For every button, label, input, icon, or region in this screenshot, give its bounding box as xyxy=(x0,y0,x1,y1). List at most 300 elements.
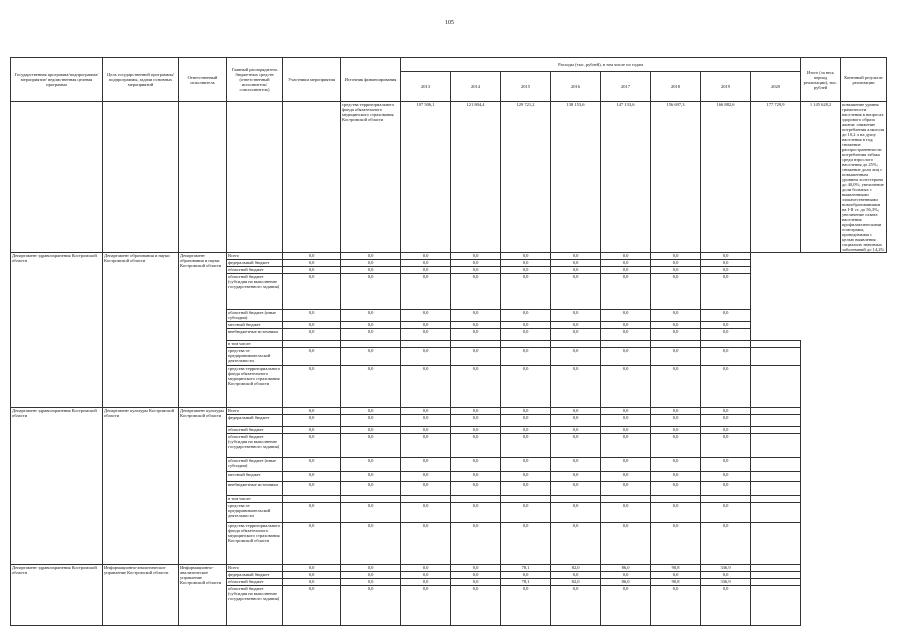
value-cell: 0,0 xyxy=(601,472,651,482)
value-cell: 0,0 xyxy=(341,523,401,565)
value-cell: 0,0 xyxy=(551,523,601,565)
source-cell: федеральный бюджет xyxy=(227,415,283,427)
value-cell: 0,0 xyxy=(501,322,551,329)
value-cell: 0,0 xyxy=(401,523,451,565)
value-cell xyxy=(283,341,341,348)
value-cell: 0,0 xyxy=(501,415,551,427)
value-cell: 0,0 xyxy=(601,427,651,434)
value-cell: 0,0 xyxy=(451,267,501,274)
value-cell: 0,0 xyxy=(451,322,501,329)
value-cell: 0,0 xyxy=(651,408,701,415)
table-row xyxy=(11,565,887,572)
value-cell: 0,0 xyxy=(451,348,501,366)
result-empty-cell xyxy=(751,503,801,523)
value-cell: 0,0 xyxy=(501,434,551,458)
header-year: 2019 xyxy=(701,72,751,102)
source-cell: федеральный бюджет xyxy=(227,572,283,579)
source-cell: средства территориального фонда обязательного медицинского страхования Костромской области xyxy=(227,366,283,408)
total-cell: 0,0 xyxy=(701,415,751,427)
value-cell xyxy=(501,341,551,348)
value-cell xyxy=(341,341,401,348)
manager-cell: Департамент образования и науки Костромской области xyxy=(103,253,179,408)
value-cell: 0,0 xyxy=(341,586,401,626)
value-cell: 90,8 xyxy=(651,579,701,586)
value-cell: 0,0 xyxy=(501,274,551,310)
value-cell: 0,0 xyxy=(401,415,451,427)
result-empty-cell xyxy=(751,427,801,434)
header-responsible: Ответственный исполнитель xyxy=(179,58,227,102)
value-cell: 0,0 xyxy=(551,253,601,260)
result-empty-cell xyxy=(751,415,801,427)
source-cell: областной бюджет (субсидия на выполнение государственного задания) xyxy=(227,434,283,458)
header-year: 2015 xyxy=(501,72,551,102)
result-empty-cell xyxy=(751,586,801,626)
source-cell: в том числе: xyxy=(227,496,283,503)
value-cell: 0,0 xyxy=(451,310,501,322)
value-cell: 0,0 xyxy=(601,366,651,408)
value-cell: 0,0 xyxy=(341,267,401,274)
value-cell: 0,0 xyxy=(551,408,601,415)
total-cell xyxy=(701,341,751,348)
total-cell: 0,0 xyxy=(701,472,751,482)
source-cell: областной бюджет xyxy=(227,267,283,274)
table-row xyxy=(11,253,887,260)
value-cell: 0,0 xyxy=(601,586,651,626)
header-main-manager: Главный распорядитель бюджетных средств (ответственный исполнитель/ соисполнитель) xyxy=(227,58,283,102)
value-cell: 0,0 xyxy=(401,572,451,579)
value-cell: 0,0 xyxy=(283,472,341,482)
value-cell: 0,0 xyxy=(601,523,651,565)
total-cell: 0,0 xyxy=(701,260,751,267)
value-cell xyxy=(651,496,701,503)
value-cell: 0,0 xyxy=(401,586,451,626)
value-cell xyxy=(601,341,651,348)
value-cell: 0,0 xyxy=(341,572,401,579)
value-cell: 0,0 xyxy=(401,434,451,458)
total-cell: 0,0 xyxy=(701,366,751,408)
total-cell: 0,0 xyxy=(701,434,751,458)
value-cell: 0,0 xyxy=(283,572,341,579)
value-cell: 177 729,9 xyxy=(751,102,801,253)
table-row xyxy=(11,408,887,415)
result-empty-cell xyxy=(751,434,801,458)
value-cell: 0,0 xyxy=(501,572,551,579)
value-cell: 0,0 xyxy=(501,586,551,626)
value-cell: 0,0 xyxy=(341,434,401,458)
header-year: 2016 xyxy=(551,72,601,102)
value-cell: 78,1 xyxy=(501,565,551,572)
value-cell: 0,0 xyxy=(401,310,451,322)
manager-cell: Департамент культуры Костромской области xyxy=(103,408,179,565)
value-cell: 0,0 xyxy=(341,482,401,496)
value-cell: 0,0 xyxy=(341,329,401,341)
value-cell: 0,0 xyxy=(551,458,601,472)
participant-cell: Департамент образования и науки Костромской области xyxy=(179,253,227,408)
responsible-cell: Департамент здравоохранения Костромской области xyxy=(11,565,103,626)
responsible-cell: Департамент здравоохранения Костромской области xyxy=(11,408,103,565)
value-cell: 0,0 xyxy=(651,366,701,408)
value-cell: 0,0 xyxy=(341,458,401,472)
value-cell: 0,0 xyxy=(283,348,341,366)
value-cell xyxy=(651,341,701,348)
value-cell xyxy=(601,496,651,503)
total-cell: 0,0 xyxy=(701,329,751,341)
value-cell: 0,0 xyxy=(551,434,601,458)
value-cell: 0,0 xyxy=(283,322,341,329)
value-cell: 0,0 xyxy=(651,427,701,434)
result-empty-cell xyxy=(751,572,801,579)
total-cell: 0,0 xyxy=(701,274,751,310)
value-cell: 0,0 xyxy=(341,322,401,329)
value-cell: 0,0 xyxy=(501,267,551,274)
source-cell: внебюджетные источники xyxy=(227,329,283,341)
total-cell: 0,0 xyxy=(701,348,751,366)
value-cell xyxy=(501,496,551,503)
value-cell: 0,0 xyxy=(283,260,341,267)
value-cell: 0,0 xyxy=(341,260,401,267)
participant-cell: Департамент культуры Костромской области xyxy=(179,408,227,565)
source-cell: Всего xyxy=(227,253,283,260)
header-year: 2017 xyxy=(601,72,651,102)
source-cell: областной бюджет (иные субсидии) xyxy=(227,310,283,322)
value-cell: 0,0 xyxy=(401,408,451,415)
source-cell: средства от предпринимательской деятельности xyxy=(227,348,283,366)
value-cell: 0,0 xyxy=(601,482,651,496)
value-cell: 0,0 xyxy=(601,310,651,322)
value-cell: 0,0 xyxy=(501,348,551,366)
total-cell: 0,0 xyxy=(701,523,751,565)
value-cell: 0,0 xyxy=(283,503,341,523)
value-cell: 0,0 xyxy=(283,408,341,415)
value-cell: 0,0 xyxy=(341,348,401,366)
value-cell xyxy=(451,341,501,348)
value-cell: 0,0 xyxy=(651,415,701,427)
value-cell: 0,0 xyxy=(401,329,451,341)
value-cell: 0,0 xyxy=(283,434,341,458)
result-empty-cell xyxy=(751,366,801,408)
value-cell: 0,0 xyxy=(501,482,551,496)
value-cell: 0,0 xyxy=(451,260,501,267)
total-cell: 0,0 xyxy=(701,267,751,274)
value-cell: 0,0 xyxy=(501,366,551,408)
value-cell: 0,0 xyxy=(401,482,451,496)
value-cell: 0,0 xyxy=(401,472,451,482)
value-cell: 0,0 xyxy=(283,329,341,341)
value-cell: 0,0 xyxy=(601,415,651,427)
value-cell: 0,0 xyxy=(601,434,651,458)
program-cell xyxy=(11,102,103,253)
value-cell: 0,0 xyxy=(341,579,401,586)
value-cell: 0,0 xyxy=(451,472,501,482)
total-cell: 0,0 xyxy=(701,408,751,415)
value-cell: 0,0 xyxy=(601,329,651,341)
total-cell: 0,0 xyxy=(701,253,751,260)
source-cell: областной бюджет (субсидия на выполнение государственного задания) xyxy=(227,586,283,626)
value-cell: 0,0 xyxy=(551,472,601,482)
value-cell: 0,0 xyxy=(651,348,701,366)
value-cell: 0,0 xyxy=(283,366,341,408)
value-cell: 0,0 xyxy=(451,523,501,565)
header-result: Конечный результат реализации xyxy=(841,58,887,102)
value-cell xyxy=(283,496,341,503)
source-cell: Всего xyxy=(227,565,283,572)
value-cell: 0,0 xyxy=(651,253,701,260)
value-cell: 0,0 xyxy=(283,274,341,310)
value-cell: 0,0 xyxy=(601,458,651,472)
source-cell: федеральный бюджет xyxy=(227,260,283,267)
value-cell: 0,0 xyxy=(341,472,401,482)
result-empty-cell xyxy=(751,496,801,503)
header-year: 2013 xyxy=(401,72,451,102)
value-cell: 0,0 xyxy=(651,310,701,322)
value-cell: 0,0 xyxy=(451,408,501,415)
value-cell: 0,0 xyxy=(651,572,701,579)
total-cell: 0,0 xyxy=(701,586,751,626)
value-cell: 0,0 xyxy=(341,408,401,415)
value-cell: 0,0 xyxy=(341,366,401,408)
source-cell: областной бюджет xyxy=(227,427,283,434)
source-cell: областной бюджет (субсидия на выполнение государственного задания) xyxy=(227,274,283,310)
source-cell: Всего xyxy=(227,408,283,415)
header-source: Источник финансирования xyxy=(341,58,401,102)
value-cell: 0,0 xyxy=(283,427,341,434)
header-expenses: Расходы (тыс. рублей), в том числе по годам xyxy=(401,58,801,72)
manager-cell xyxy=(227,102,283,253)
value-cell: 0,0 xyxy=(501,310,551,322)
value-cell: 78,1 xyxy=(501,579,551,586)
value-cell: 0,0 xyxy=(551,348,601,366)
value-cell: 0,0 xyxy=(501,523,551,565)
value-cell: 0,0 xyxy=(601,260,651,267)
result-empty-cell xyxy=(751,458,801,472)
value-cell: 0,0 xyxy=(451,415,501,427)
value-cell: 0,0 xyxy=(283,310,341,322)
value-cell: 0,0 xyxy=(601,348,651,366)
value-cell: 0,0 xyxy=(601,267,651,274)
value-cell: 0,0 xyxy=(283,267,341,274)
value-cell: 0,0 xyxy=(551,260,601,267)
value-cell: 0,0 xyxy=(651,274,701,310)
result-empty-cell xyxy=(751,341,801,348)
page-number: 105 xyxy=(445,20,454,26)
result-empty-cell xyxy=(751,482,801,496)
value-cell: 0,0 xyxy=(601,322,651,329)
total-cell: 0,0 xyxy=(701,310,751,322)
value-cell: 0,0 xyxy=(651,322,701,329)
value-cell: 0,0 xyxy=(551,322,601,329)
value-cell: 0,0 xyxy=(341,415,401,427)
value-cell: 82,0 xyxy=(551,565,601,572)
result-empty-cell xyxy=(751,348,801,366)
value-cell: 0,0 xyxy=(551,586,601,626)
header-participants: Участники мероприятия xyxy=(283,58,341,102)
value-cell xyxy=(451,496,501,503)
value-cell: 0,0 xyxy=(551,427,601,434)
value-cell: 156 697,3 xyxy=(651,102,701,253)
value-cell: 0,0 xyxy=(451,579,501,586)
header-year: 2020 xyxy=(751,72,801,102)
total-cell: 0,0 xyxy=(701,427,751,434)
total-cell: 0,0 xyxy=(701,503,751,523)
source-cell: средства территориального фонда обязательного медицинского страхования Костромской области xyxy=(341,102,401,253)
value-cell: 0,0 xyxy=(341,427,401,434)
header-total: Итого (за весь период реализации), тыс. рублей xyxy=(801,58,841,102)
value-cell: 0,0 xyxy=(451,427,501,434)
value-cell: 0,0 xyxy=(283,579,341,586)
table-row xyxy=(11,102,887,253)
source-cell: местный бюджет xyxy=(227,472,283,482)
value-cell: 86,0 xyxy=(601,579,651,586)
value-cell: 0,0 xyxy=(283,458,341,472)
value-cell: 0,0 xyxy=(651,329,701,341)
result-empty-cell xyxy=(751,565,801,572)
value-cell: 0,0 xyxy=(451,482,501,496)
source-cell: внебюджетные источники xyxy=(227,482,283,496)
value-cell: 0,0 xyxy=(401,253,451,260)
value-cell: 90,8 xyxy=(651,565,701,572)
value-cell: 0,0 xyxy=(341,253,401,260)
source-cell: областной бюджет xyxy=(227,579,283,586)
total-cell: 0,0 xyxy=(701,322,751,329)
value-cell: 0,0 xyxy=(651,458,701,472)
value-cell: 0,0 xyxy=(451,274,501,310)
result-empty-cell xyxy=(751,408,801,415)
source-cell: в том числе: xyxy=(227,341,283,348)
value-cell: 0,0 xyxy=(341,310,401,322)
value-cell: 0,0 xyxy=(601,408,651,415)
value-cell: 0,0 xyxy=(551,572,601,579)
total-cell: 0,0 xyxy=(701,572,751,579)
result-cell: повышение уровня грамотности населения в вопросах здорового образа жизни: снижение потребления алкоголя до 10,2 л на душу населения в год; снижение распространенности потребления табака среди взрослого населения до 25%; снижение доли лиц с повышенным уровнем холестерина до 40,0%; увеличение доли больных с выявленными злокачественными новообразованиями на I-II ст. до 56,3%; увеличение охвата населения профилактическими осмотрами, проводимыми с целью выявления социально значимых заболеваний до 14,2% xyxy=(841,102,887,253)
value-cell: 0,0 xyxy=(651,503,701,523)
financing-table xyxy=(10,57,887,626)
header-year: 2014 xyxy=(451,72,501,102)
value-cell: 129 721,2 xyxy=(501,102,551,253)
value-cell: 0,0 xyxy=(551,274,601,310)
result-empty-cell xyxy=(751,523,801,565)
value-cell: 0,0 xyxy=(401,579,451,586)
value-cell: 0,0 xyxy=(401,274,451,310)
value-cell xyxy=(401,341,451,348)
total-cell: 0,0 xyxy=(701,482,751,496)
value-cell xyxy=(401,496,451,503)
value-cell: 121 804,4 xyxy=(451,102,501,253)
value-cell: 0,0 xyxy=(651,523,701,565)
responsible-cell: Департамент здравоохранения Костромской области xyxy=(11,253,103,408)
value-cell: 0,0 xyxy=(401,458,451,472)
value-cell: 0,0 xyxy=(551,415,601,427)
participant-cell xyxy=(283,102,341,253)
value-cell: 0,0 xyxy=(451,253,501,260)
source-cell: местный бюджет xyxy=(227,322,283,329)
header-year: 2018 xyxy=(651,72,701,102)
value-cell: 0,0 xyxy=(501,260,551,267)
value-cell: 0,0 xyxy=(551,267,601,274)
goal-cell xyxy=(103,102,179,253)
value-cell: 0,0 xyxy=(651,482,701,496)
value-cell: 0,0 xyxy=(401,427,451,434)
value-cell: 0,0 xyxy=(283,565,341,572)
participant-cell: Информационно-аналитическое управление Костромской области xyxy=(179,565,227,626)
value-cell: 82,0 xyxy=(551,579,601,586)
value-cell: 0,0 xyxy=(341,274,401,310)
value-cell: 0,0 xyxy=(651,260,701,267)
total-cell: 0,0 xyxy=(701,458,751,472)
value-cell: 0,0 xyxy=(501,408,551,415)
value-cell: 0,0 xyxy=(551,329,601,341)
value-cell: 107 506,1 xyxy=(401,102,451,253)
value-cell: 166 882,6 xyxy=(701,102,751,253)
value-cell xyxy=(551,341,601,348)
result-empty-cell xyxy=(751,579,801,586)
value-cell: 0,0 xyxy=(501,458,551,472)
value-cell: 0,0 xyxy=(501,427,551,434)
value-cell: 0,0 xyxy=(601,274,651,310)
value-cell: 147 133,6 xyxy=(601,102,651,253)
result-empty-cell xyxy=(751,472,801,482)
value-cell: 0,0 xyxy=(551,503,601,523)
value-cell: 0,0 xyxy=(451,366,501,408)
value-cell: 0,0 xyxy=(551,366,601,408)
value-cell: 0,0 xyxy=(401,565,451,572)
source-cell: областной бюджет (иные субсидии) xyxy=(227,458,283,472)
total-cell: 336,9 xyxy=(701,565,751,572)
value-cell: 0,0 xyxy=(401,322,451,329)
value-cell: 0,0 xyxy=(551,482,601,496)
value-cell: 0,0 xyxy=(451,329,501,341)
value-cell: 0,0 xyxy=(401,503,451,523)
value-cell: 0,0 xyxy=(283,586,341,626)
value-cell: 0,0 xyxy=(401,267,451,274)
value-cell: 0,0 xyxy=(601,503,651,523)
value-cell: 138 153,6 xyxy=(551,102,601,253)
value-cell: 0,0 xyxy=(601,253,651,260)
value-cell: 0,0 xyxy=(451,434,501,458)
total-cell: 1 145 628,2 xyxy=(801,102,841,253)
value-cell: 0,0 xyxy=(283,415,341,427)
value-cell: 0,0 xyxy=(501,472,551,482)
manager-cell: Информационно-аналитическое управление Костромской области xyxy=(103,565,179,626)
value-cell: 0,0 xyxy=(551,310,601,322)
value-cell: 0,0 xyxy=(651,586,701,626)
value-cell: 0,0 xyxy=(341,565,401,572)
value-cell: 0,0 xyxy=(451,458,501,472)
value-cell: 0,0 xyxy=(451,586,501,626)
value-cell: 0,0 xyxy=(601,572,651,579)
header-program: Государственная программа/подпрограмма/ мероприятие/ ведомственная целевая программа xyxy=(11,58,103,102)
value-cell xyxy=(551,496,601,503)
value-cell: 0,0 xyxy=(501,329,551,341)
total-cell xyxy=(701,496,751,503)
value-cell: 0,0 xyxy=(401,366,451,408)
value-cell: 0,0 xyxy=(651,434,701,458)
header-goal: Цель государственной программы/подпрограммы, задачи основных мероприятий xyxy=(103,58,179,102)
value-cell: 0,0 xyxy=(283,523,341,565)
value-cell: 0,0 xyxy=(283,253,341,260)
value-cell: 0,0 xyxy=(651,267,701,274)
value-cell: 0,0 xyxy=(451,572,501,579)
value-cell xyxy=(341,496,401,503)
responsible-cell xyxy=(179,102,227,253)
value-cell: 0,0 xyxy=(501,253,551,260)
value-cell: 0,0 xyxy=(451,503,501,523)
value-cell: 0,0 xyxy=(651,472,701,482)
value-cell: 86,0 xyxy=(601,565,651,572)
source-cell: средства территориального фонда обязательного медицинского страхования Костромской области xyxy=(227,523,283,565)
value-cell: 0,0 xyxy=(401,260,451,267)
value-cell: 0,0 xyxy=(451,565,501,572)
source-cell: средства от предпринимательской деятельности xyxy=(227,503,283,523)
